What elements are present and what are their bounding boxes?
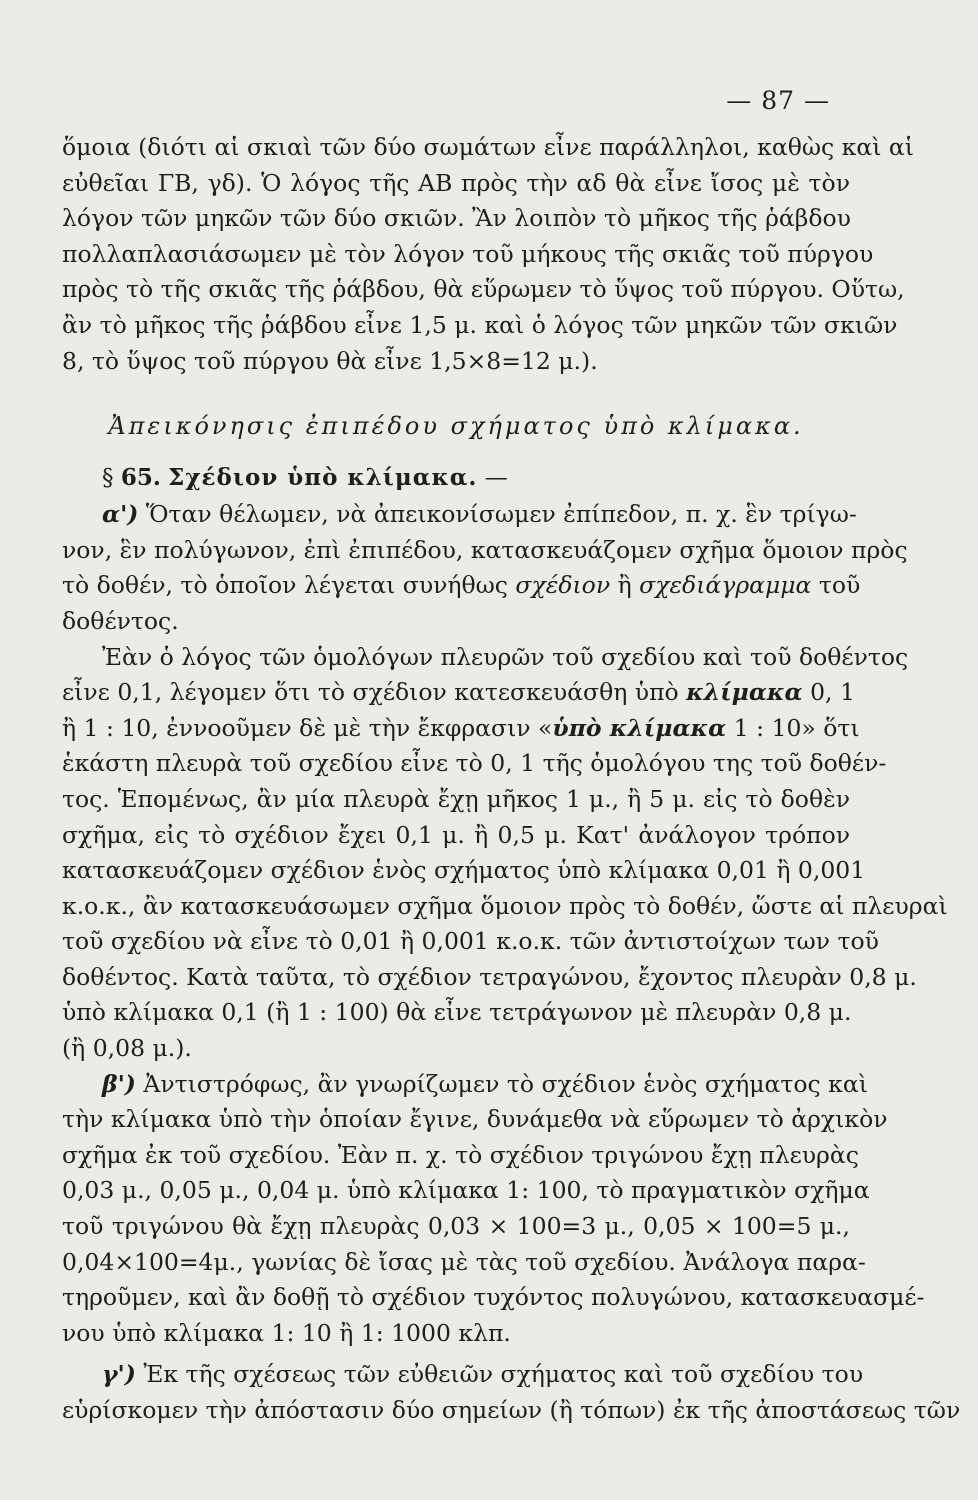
section-heading: Ἀπεικόνησις ἐπιπέδου σχήματος ὑπὸ κλίμακα. [108, 412, 804, 441]
text-line [62, 568, 861, 604]
term-schedion: σχέδιον [515, 571, 611, 600]
term-schediagramma: σχεδιάγραμμα [639, 571, 812, 600]
text-line: ἑκάστη πλευρὰ τοῦ σχεδίου εἶνε τὸ 0, 1 τῆς ὁμολόγου της τοῦ δοθέν- [62, 749, 887, 778]
section-title [62, 459, 850, 497]
line-text: Ἀντιστρόφως, ἂν γνωρίζωμεν τὸ σχέδιον ἑνὸς σχήματος καὶ [143, 1069, 868, 1098]
section-dash: — [484, 465, 508, 492]
text-line [62, 711, 860, 747]
term-klimaka: κλίμακα [686, 678, 803, 707]
line-text: 1 : 10» ὅτι [726, 713, 860, 742]
text-line: τοῦ σχεδίου νὰ εἶνε τὸ 0,01 ἢ 0,001 κ.ο.κ. τῶν ἀντιστοίχων των τοῦ [62, 927, 879, 956]
paragraph-b [62, 640, 948, 1067]
text-line: (ἢ 0,08 μ.). [62, 1034, 192, 1063]
text-line: σχῆμα ἐκ τοῦ σχεδίου. Ἐὰν π. χ. τὸ σχέδιον τριγώνου ἔχῃ πλευρὰς [62, 1140, 859, 1169]
text-line: τοῦ τριγώνου θὰ ἔχῃ πλευρὰς 0,03 × 100=3 μ., 0,05 × 100=5 μ., [62, 1212, 850, 1241]
text-line: νου ὑπὸ κλίμακα 1: 10 ἢ 1: 1000 κλπ. [62, 1318, 511, 1347]
item-marker: α') [102, 500, 139, 529]
text-line: τηροῦμεν, καὶ ἂν δοθῇ τὸ σχέδιον τυχόντος πολυγώνου, κατασκευασμέ- [62, 1283, 925, 1312]
paragraph-d [62, 1357, 961, 1428]
text-line: πρὸς τὸ τῆς σκιᾶς τῆς ῥάβδου, θὰ εὕρωμεν τὸ ὕψος τοῦ πύργου. Οὕτω, [62, 275, 905, 304]
section-symbol: § [102, 465, 114, 492]
section-number: 65. [120, 464, 161, 492]
line-text: Ἐκ τῆς σχέσεως τῶν εὐθειῶν σχήματος καὶ τοῦ σχεδίου του [143, 1360, 864, 1389]
text-line [62, 497, 857, 533]
text-line: ἂν τὸ μῆκος τῆς ῥάβδου εἶνε 1,5 μ. καὶ ὁ λόγος τῶν μηκῶν τῶν σκιῶν [62, 310, 898, 339]
text-line [62, 1357, 864, 1393]
section-name: Σχέδιον ὑπὸ κλίμακα. [168, 464, 478, 492]
text-line: κ.ο.κ., ἂν κατασκευάσωμεν σχῆμα ὅμοιον πρὸς τὸ δοθέν, ὥστε αἱ πλευραὶ [62, 891, 948, 920]
text-line: τὴν κλίμακα ὑπὸ τὴν ὁποίαν ἔγινε, δυνάμεθα νὰ εὕρωμεν τὸ ἀρχικὸν [62, 1105, 888, 1134]
text-line: εὑρίσκομεν τὴν ἀπόστασιν δύο σημείων (ἢ τόπων) ἐκ τῆς ἀποστάσεως τῶν [62, 1396, 961, 1424]
page-number: — 87 — [726, 86, 830, 115]
page-body [62, 130, 961, 1429]
paragraph-c [62, 1067, 925, 1352]
text-line [62, 675, 855, 711]
line-text: εἶνε 0,1, λέγομεν ὅτι τὸ σχέδιον κατεσκευάσθη ὑπὸ [62, 678, 687, 707]
line-text: Ὅταν θέλωμεν, νὰ ἀπεικονίσωμεν ἐπίπεδον, π. χ. ἓν τρίγω- [145, 500, 857, 529]
text-line: 8, τὸ ὕψος τοῦ πύργου θὰ εἶνε 1,5×8=12 μ.). [62, 346, 598, 375]
text-line: δοθέντος. [62, 606, 179, 635]
term-ypo-klimaka: ὑπὸ κλίμακα [552, 713, 727, 742]
text-line: λόγον τῶν μηκῶν τῶν δύο σκιῶν. Ἂν λοιπὸν τὸ μῆκος τῆς ῥάβδου [62, 204, 851, 233]
text-line: δοθέντος. Κατὰ ταῦτα, τὸ σχέδιον τετραγώνου, ἔχοντος πλευρὰν 0,8 μ. [62, 962, 917, 991]
line-text: τὸ δοθέν, τὸ ὁποῖον λέγεται συνήθως [62, 571, 516, 600]
line-text: τοῦ [811, 571, 861, 600]
paragraph-a [62, 497, 908, 639]
text-line: νον, ἓν πολύγωνον, ἐπὶ ἐπιπέδου, κατασκευάζομεν σχῆμα ὅμοιον πρὸς [62, 535, 908, 564]
text-line: σχῆμα, εἰς τὸ σχέδιον ἔχει 0,1 μ. ἢ 0,5 μ. Κατ' ἀνάλογον τρόπον [62, 820, 850, 849]
text-line: 0,04×100=4μ., γωνίας δὲ ἴσας μὲ τὰς τοῦ σχεδίου. Ἀνάλογα παρα- [62, 1247, 866, 1276]
text-line [62, 1067, 868, 1103]
text-line: τος. Ἑπομένως, ἂν μία πλευρὰ ἔχῃ μῆκος 1 μ., ἢ 5 μ. εἰς τὸ δοθὲν [62, 784, 850, 813]
text-line: πολλαπλασιάσωμεν μὲ τὸν λόγον τοῦ μήκους τῆς σκιᾶς τοῦ πύργου [62, 239, 874, 268]
paragraph-continued [62, 130, 914, 379]
text-line: εὐθεῖαι ΓΒ, γδ). Ὁ λόγος τῆς ΑΒ πρὸς τὴν αδ θὰ εἶνε ἴσος μὲ τὸν [62, 168, 850, 197]
item-marker: β') [102, 1069, 136, 1098]
text-line: 0,03 μ., 0,05 μ., 0,04 μ. ὑπὸ κλίμακα 1: 100, τὸ πραγματικὸν σχῆμα [62, 1176, 870, 1205]
text-line: ὑπὸ κλίμακα 0,1 (ἢ 1 : 100) θὰ εἶνε τετράγωνον μὲ πλευρὰν 0,8 μ. [62, 998, 852, 1027]
item-marker: γ') [102, 1360, 136, 1389]
text-line: Ἐὰν ὁ λόγος τῶν ὁμολόγων πλευρῶν τοῦ σχεδίου καὶ τοῦ δοθέντος [102, 642, 909, 671]
line-text: ἢ [610, 571, 640, 600]
line-text: 0, 1 [802, 678, 855, 707]
text-line: ὅμοια (διότι αἱ σκιαὶ τῶν δύο σωμάτων εἶνε παράλληλοι, καθὼς καὶ αἱ [62, 133, 914, 161]
line-text: ἢ 1 : 10, ἐννοοῦμεν δὲ μὲ τὴν ἔκφρασιν « [62, 713, 553, 742]
text-line: κατασκευάζομεν σχέδιον ἑνὸς σχήματος ὑπὸ κλίμακα 0,01 ἢ 0,001 [62, 856, 866, 885]
